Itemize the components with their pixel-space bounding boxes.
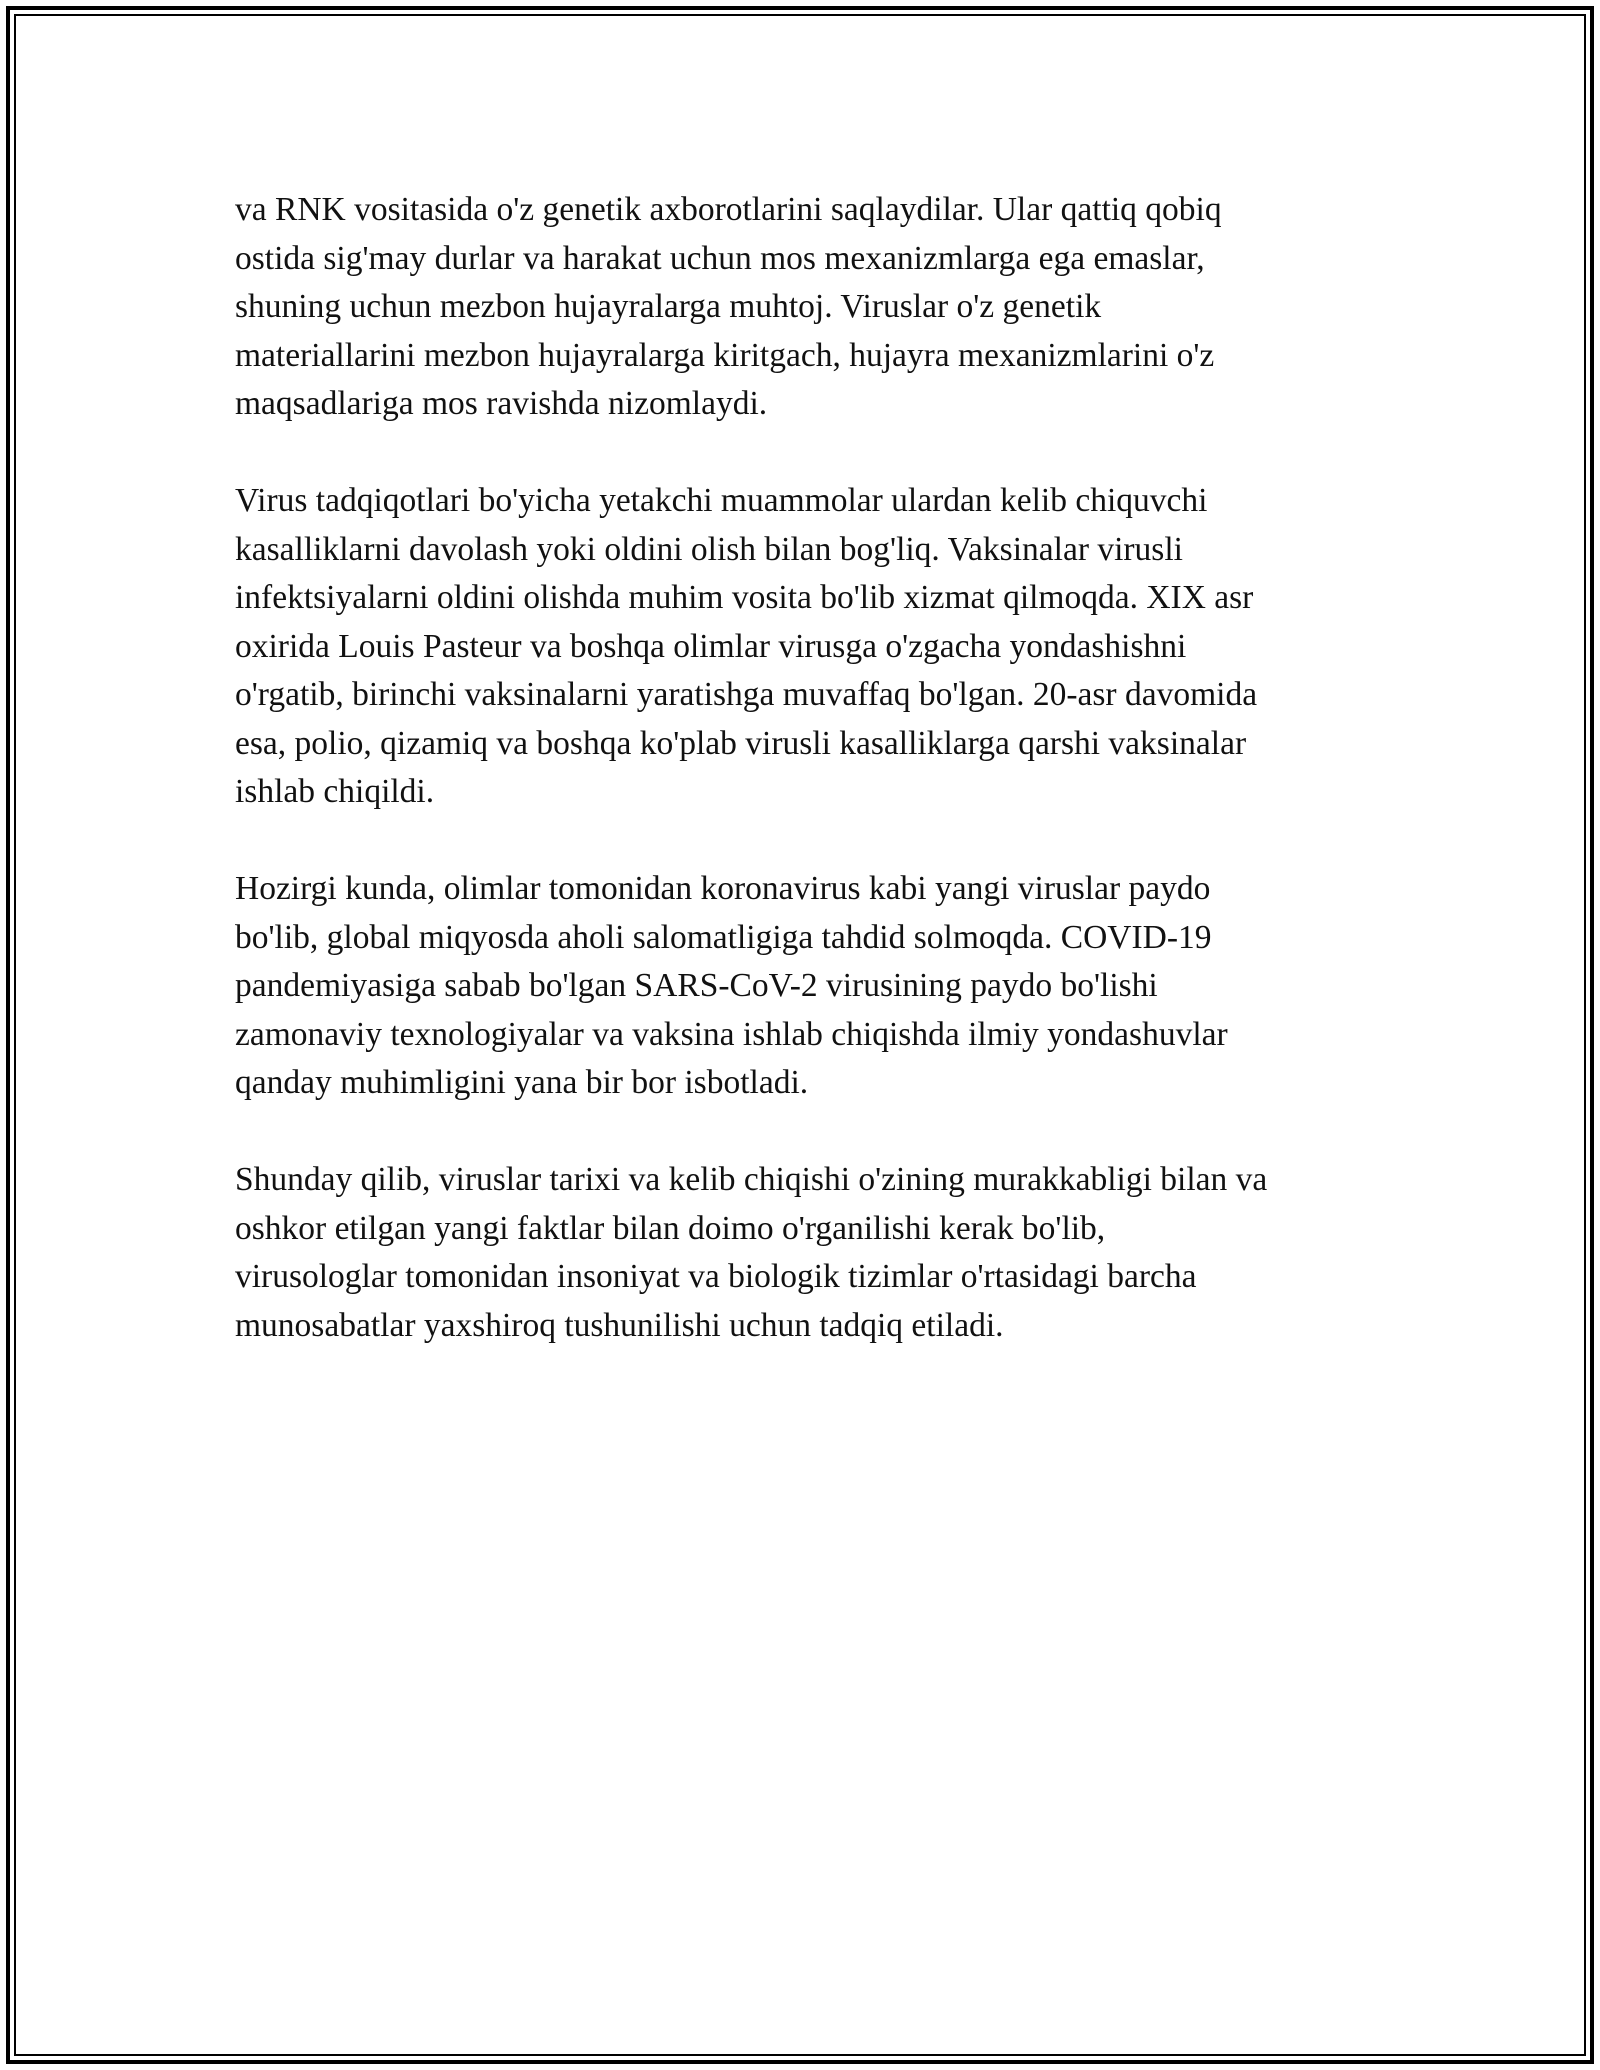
- text-line: o'rgatib, birinchi vaksinalarni yaratishga muvaffaq bo'lgan. 20-asr davomida: [235, 676, 1258, 713]
- text-line: munosabatlar yaxshiroq tushunilishi uchun tadqiq etiladi.: [235, 1306, 1004, 1344]
- text-line: oshkor etilgan yangi faktlar bilan doimo o'rganilishi kerak bo'lib,: [235, 1209, 1106, 1247]
- text-line: shuning uchun mezbon hujayralarga muhtoj. Viruslar o'z genetik: [235, 288, 1102, 325]
- text-line: virusologlar tomonidan insoniyat va biologik tizimlar o'rtasidagi barcha: [235, 1258, 1197, 1295]
- text-line: esa, polio, qizamiq va boshqa ko'plab virusli kasalliklarga qarshi vaksinalar: [235, 724, 1247, 762]
- text-line: ostida sig'may durlar va harakat uchun mos mexanizmlarga ega emaslar,: [235, 239, 1205, 277]
- text-line: ishlab chiqildi.: [235, 773, 435, 810]
- paragraph: [235, 1156, 1395, 1350]
- paragraph: [235, 186, 1395, 429]
- text-line: Shunday qilib, viruslar tarixi va kelib chiqishi o'zining murakkabligi bilan va: [235, 1161, 1268, 1198]
- text-line: Virus tadqiqotlari bo'yicha yetakchi muammolar ulardan kelib chiquvchi: [235, 482, 1208, 519]
- text-line: maqsadlariga mos ravishda nizomlaydi.: [235, 385, 768, 422]
- text-line: qanday muhimligini yana bir bor isbotladi.: [235, 1064, 809, 1101]
- text-line: Hozirgi kunda, olimlar tomonidan koronavirus kabi yangi viruslar paydo: [235, 870, 1211, 907]
- text-line: oxirida Louis Pasteur va boshqa olimlar virusga o'zgacha yondashishni: [235, 627, 1187, 665]
- text-line: va RNK vositasida o'z genetik axborotlarini saqlaydilar. Ular qattiq qobiq: [235, 191, 1222, 228]
- text-line: materiallarini mezbon hujayralarga kiritgach, hujayra mexanizmlarini o'z: [235, 336, 1215, 374]
- paragraph: [235, 477, 1395, 817]
- text-line: pandemiyasiga sabab bo'lgan SARS-CoV-2 virusining paydo bo'lishi: [235, 967, 1158, 1004]
- text-line: infektsiyalarni oldini olishda muhim vosita bo'lib xizmat qilmoqda. XIX asr: [235, 579, 1254, 616]
- text-line: zamonaviy texnologiyalar va vaksina ishlab chiqishda ilmiy yondashuvlar: [235, 1015, 1228, 1053]
- text-line: bo'lib, global miqyosda aholi salomatligiga tahdid solmoqda. COVID-19: [235, 918, 1212, 956]
- paragraph: [235, 865, 1395, 1108]
- text-line: kasalliklarni davolash yoki oldini olish bilan bog'liq. Vaksinalar virusli: [235, 530, 1183, 568]
- document-body: [235, 186, 1395, 1399]
